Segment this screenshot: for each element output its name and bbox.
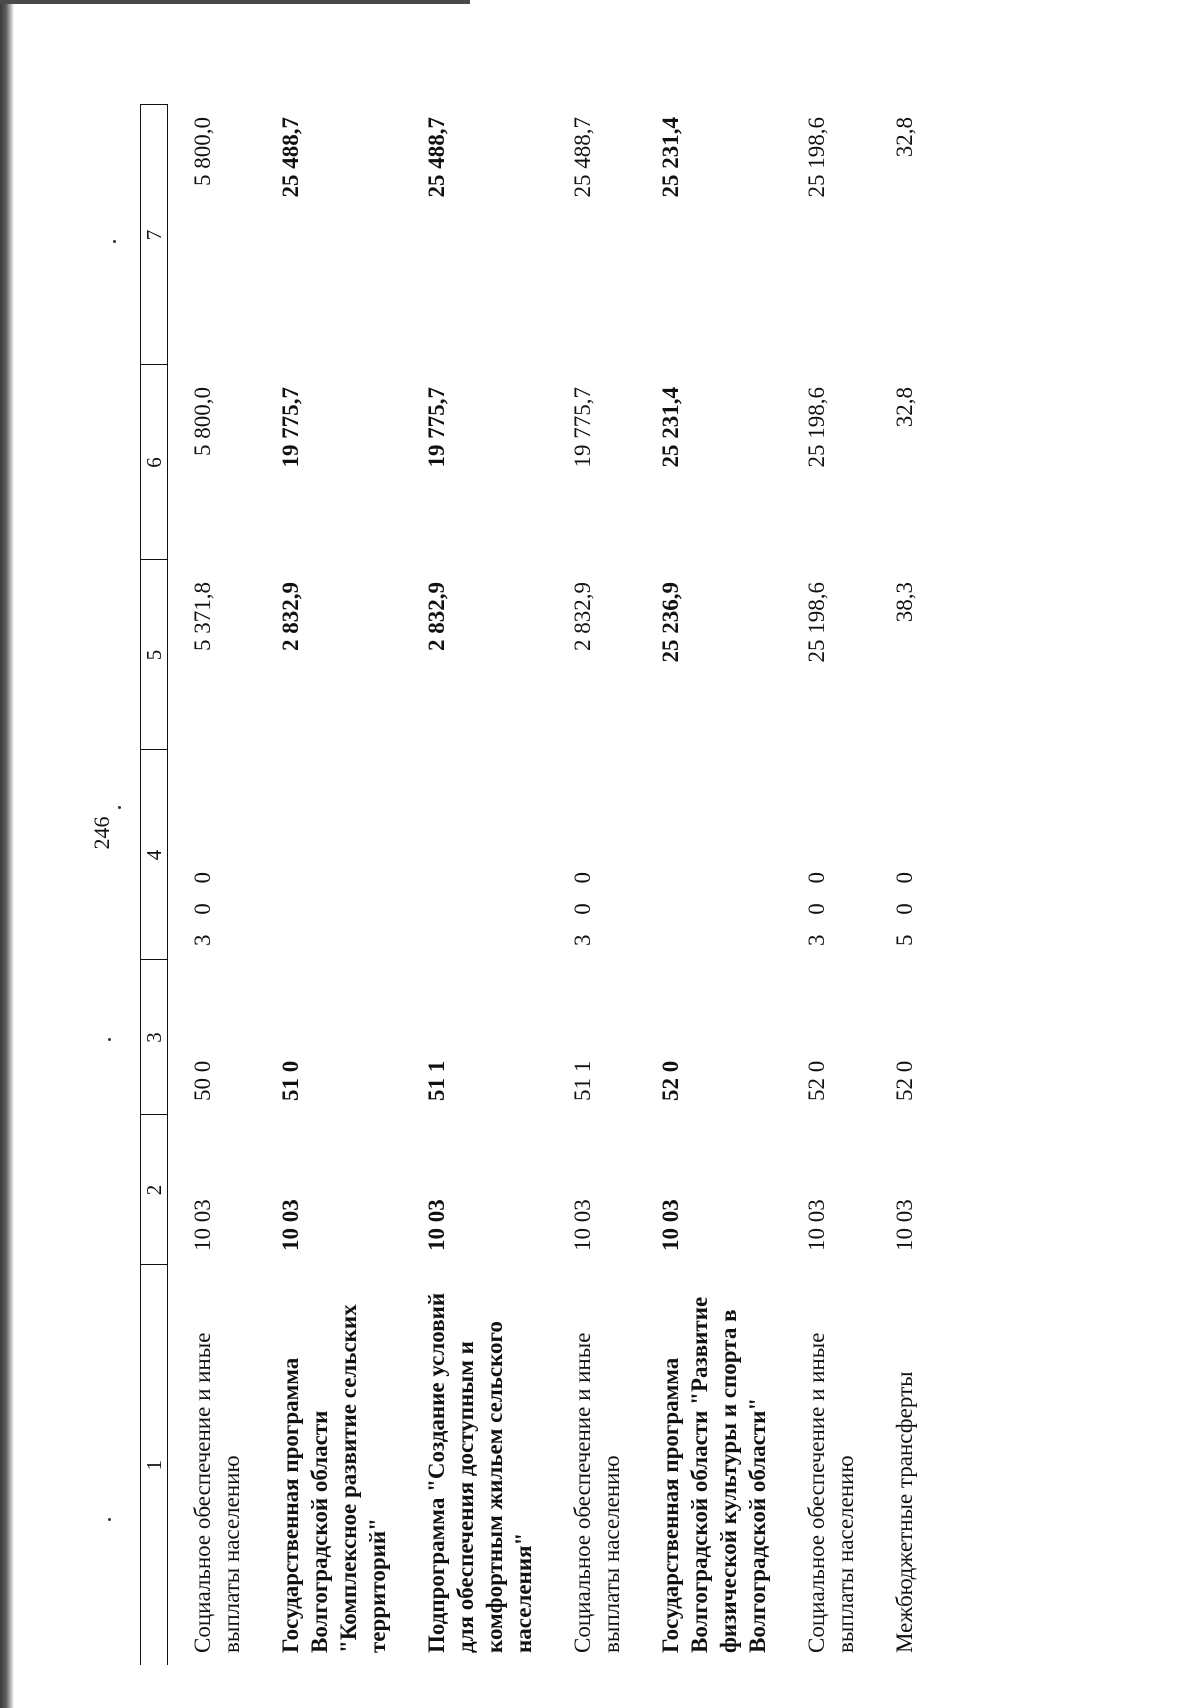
amount-col5: 2 832,9: [570, 582, 595, 651]
table-row: [780, 105, 868, 1665]
column-header: 4: [141, 750, 168, 960]
program-code: 50 0: [190, 1060, 215, 1101]
row-name: Межбюджетные трансферты: [892, 1371, 917, 1653]
amount-col5: 25 198,6: [804, 582, 829, 663]
amount-col7: 25 231,4: [658, 117, 683, 198]
program-code: 51 1: [570, 1060, 595, 1101]
amount-col5: 2 832,9: [424, 582, 449, 651]
amount-col6: 19 775,7: [570, 387, 595, 468]
table-row: [868, 105, 927, 1665]
row-name: Социальное обеспечение и иные выплаты населению: [190, 1332, 244, 1653]
expense-type-code: 3 0 0: [190, 865, 215, 946]
scan-speck: [118, 806, 121, 809]
row-name: Подпрограмма "Создание условий для обеспечения доступным и комфортным жильем сельского населения": [424, 1292, 536, 1653]
section-code: 10 03: [424, 1199, 449, 1251]
amount-col6: 5 800,0: [190, 387, 215, 456]
table-row: [168, 105, 255, 1665]
column-header: 5: [141, 560, 168, 750]
section-code: 10 03: [570, 1199, 595, 1251]
column-header: 2: [141, 1115, 168, 1265]
scan-speck: [113, 240, 116, 243]
expense-type-code: [634, 750, 780, 960]
amount-col7: 32,8: [892, 117, 917, 158]
amount-col7: 25 488,7: [424, 117, 449, 198]
row-name: Социальное обеспечение и иные выплаты населению: [804, 1332, 858, 1653]
row-name: Государственная программа Волгоградской области "Комплексное развитие сельских территорий": [278, 1304, 390, 1653]
row-name: Государственная программа Волгоградской области "Развитие физической культуры и спорта в Волгоградской области": [658, 1296, 770, 1653]
table-row: [546, 105, 634, 1665]
program-code: 52 0: [892, 1060, 917, 1101]
amount-col5: 38,3: [892, 582, 917, 623]
amount-col5: 25 236,9: [658, 582, 683, 663]
scan-left-edge: [0, 0, 14, 1708]
amount-col7: 5 800,0: [190, 117, 215, 186]
table-row: [634, 105, 780, 1665]
section-code: 10 03: [190, 1199, 215, 1251]
table-row: [400, 105, 546, 1665]
rotated-budget-table-sheet: [140, 105, 1140, 1665]
expense-type-code: 3 0 0: [570, 865, 595, 946]
amount-col6: 25 198,6: [804, 387, 829, 468]
scan-speck: [108, 1518, 111, 1521]
section-code: 10 03: [804, 1199, 829, 1251]
amount-col6: 25 231,4: [658, 387, 683, 468]
amount-col6: 32,8: [892, 387, 917, 428]
amount-col7: 25 198,6: [804, 117, 829, 198]
amount-col6: 19 775,7: [424, 387, 449, 468]
program-code: 52 0: [804, 1060, 829, 1101]
budget-table: [140, 105, 927, 1666]
scan-speck: [108, 1038, 111, 1041]
expense-type-code: 5 0 0: [892, 865, 917, 946]
header-row: [141, 105, 168, 1665]
column-header: 7: [141, 105, 168, 365]
column-header: 3: [141, 960, 168, 1115]
amount-col5: 5 371,8: [190, 582, 215, 651]
column-header: 1: [141, 1265, 168, 1665]
program-code: 52 0: [658, 1060, 683, 1101]
section-code: 10 03: [892, 1199, 917, 1251]
section-code: 10 03: [658, 1199, 683, 1251]
expense-type-code: [400, 750, 546, 960]
amount-col6: 19 775,7: [278, 387, 303, 468]
amount-col7: 25 488,7: [570, 117, 595, 198]
amount-col5: 2 832,9: [278, 582, 303, 651]
program-code: 51 0: [278, 1060, 303, 1101]
program-code: 51 1: [424, 1060, 449, 1101]
expense-type-code: 3 0 0: [804, 865, 829, 946]
row-name: Социальное обеспечение и иные выплаты населению: [570, 1332, 624, 1653]
section-code: 10 03: [278, 1199, 303, 1251]
scan-top-edge: [0, 0, 470, 4]
amount-col7: 25 488,7: [278, 117, 303, 198]
page-number: 246: [89, 816, 114, 850]
table-row: [254, 105, 400, 1665]
column-header: 6: [141, 365, 168, 560]
expense-type-code: [254, 750, 400, 960]
